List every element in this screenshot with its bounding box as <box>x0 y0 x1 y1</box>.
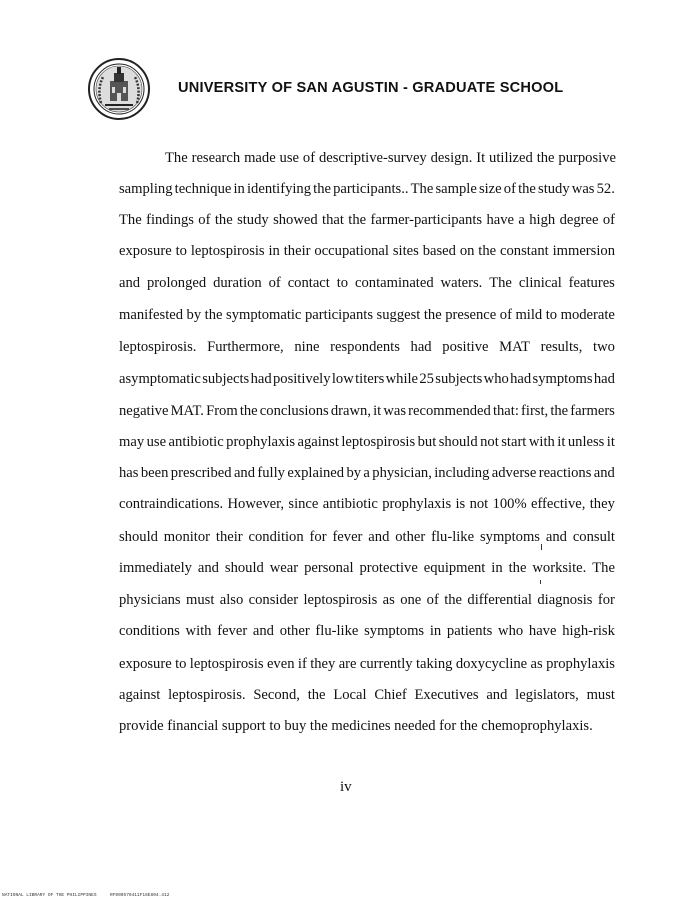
word: explained <box>287 465 345 481</box>
word: on <box>459 243 475 259</box>
word: prophylaxis <box>546 656 615 672</box>
word: is <box>455 496 466 512</box>
word: unless <box>567 434 605 450</box>
word: technique <box>174 181 232 197</box>
word: Executives <box>414 687 479 703</box>
word: also <box>219 592 244 608</box>
word: for <box>309 529 327 545</box>
body-line-12 <box>119 494 615 514</box>
word: worksite. <box>532 560 587 576</box>
word: and <box>368 529 390 545</box>
word: farmer-participants <box>370 212 483 228</box>
word: a <box>518 212 525 228</box>
word: the <box>444 592 463 608</box>
word: the <box>239 403 258 419</box>
word: with <box>528 434 555 450</box>
body-line-1 <box>165 148 616 168</box>
word: leptospirosis. <box>119 339 197 355</box>
body-line-15 <box>119 590 615 610</box>
word: study <box>237 212 269 228</box>
word: had <box>593 371 615 387</box>
word: duration <box>213 275 262 291</box>
university-seal-icon <box>87 57 151 121</box>
word: to <box>545 307 558 323</box>
word: monitor <box>163 529 211 545</box>
word: The <box>410 181 434 197</box>
word: may <box>119 434 145 450</box>
word: fever <box>217 623 248 639</box>
word: contaminated <box>355 275 434 291</box>
word: use <box>279 150 300 166</box>
word: as <box>530 656 543 672</box>
word: flu-like <box>315 623 359 639</box>
word: the <box>508 560 527 576</box>
word: equipment <box>423 560 486 576</box>
word: should <box>224 560 264 576</box>
word: titers <box>355 371 385 387</box>
word: the <box>423 307 442 323</box>
word: the <box>204 307 223 323</box>
word: patients <box>446 623 493 639</box>
word: sites <box>392 243 419 259</box>
body-line-10 <box>119 432 615 452</box>
word: and <box>593 465 615 481</box>
body-line-17 <box>119 654 615 674</box>
word: who <box>498 623 524 639</box>
word: symptomatic <box>226 307 302 323</box>
word: Chief <box>374 687 407 703</box>
word: taking <box>415 656 453 672</box>
word: based <box>422 243 456 259</box>
word: wear <box>269 560 299 576</box>
word: have <box>486 212 514 228</box>
word: and <box>233 465 256 481</box>
footer-ref: RF000570411F16E804.412 <box>110 893 170 898</box>
word: participants.. <box>333 181 409 197</box>
footer <box>2 893 170 898</box>
word: must <box>586 687 615 703</box>
word: fever <box>332 529 363 545</box>
word: of <box>602 212 615 228</box>
word: The <box>119 212 142 228</box>
word: it <box>373 403 382 419</box>
body-line-3 <box>119 210 615 230</box>
word: results, <box>540 339 583 355</box>
word: prolonged <box>146 275 207 291</box>
word: use <box>146 434 167 450</box>
body-line-2 <box>119 179 615 199</box>
word: and <box>197 560 219 576</box>
word: flu-like <box>431 529 475 545</box>
word: showed <box>273 212 318 228</box>
word: leptospirosis <box>303 592 378 608</box>
scan-mark <box>541 544 542 550</box>
word: The <box>592 560 615 576</box>
word: for <box>597 592 615 608</box>
word: consult <box>572 529 615 545</box>
word: who <box>483 371 509 387</box>
word: of <box>499 307 512 323</box>
word: it <box>606 434 615 450</box>
word: sampling <box>119 181 173 197</box>
word: presence <box>445 307 497 323</box>
word: farmers <box>570 403 615 419</box>
word: occupational <box>314 243 389 259</box>
word: It <box>476 150 486 166</box>
word: size <box>478 181 502 197</box>
word: and <box>545 529 567 545</box>
word: recommended <box>408 403 491 419</box>
word: design. <box>430 150 473 166</box>
word: findings <box>146 212 194 228</box>
word: 25 <box>419 371 434 387</box>
word: high-risk <box>562 623 615 639</box>
word: prescribed <box>170 465 232 481</box>
word: asymptomatic <box>119 371 201 387</box>
word: had <box>250 371 272 387</box>
word: low <box>331 371 354 387</box>
word: adverse <box>491 465 537 481</box>
body-line-5 <box>119 273 615 293</box>
word: participants <box>304 307 374 323</box>
word: positively <box>272 371 331 387</box>
body-line-4 <box>119 241 615 261</box>
word: with <box>185 623 212 639</box>
word: other <box>279 623 310 639</box>
word: Local <box>333 687 367 703</box>
word: reactions <box>538 465 592 481</box>
word: of <box>302 150 316 166</box>
word: of <box>503 181 516 197</box>
word: in <box>491 560 503 576</box>
word: manifested <box>119 307 184 323</box>
word: has <box>119 465 139 481</box>
word: waters. <box>440 275 483 291</box>
word: identifying <box>246 181 312 197</box>
institution-header: UNIVERSITY OF SAN AGUSTIN - GRADUATE SCHOOL <box>178 80 564 96</box>
word: had <box>410 339 432 355</box>
word: personal <box>304 560 354 576</box>
word: the <box>550 403 569 419</box>
word: From <box>206 403 238 419</box>
word: symptoms <box>479 529 540 545</box>
word: and <box>252 623 274 639</box>
word: doxycycline <box>455 656 528 672</box>
word: physicians <box>119 592 181 608</box>
word: to <box>175 243 187 259</box>
word: their <box>215 529 243 545</box>
word: as <box>382 592 395 608</box>
word: degree <box>559 212 599 228</box>
word: utilized <box>489 150 533 166</box>
word: in <box>233 181 245 197</box>
word: respondents <box>330 339 400 355</box>
word: the <box>348 212 367 228</box>
word: drawn, <box>330 403 371 419</box>
word: was <box>571 181 595 197</box>
word: subjects <box>435 371 483 387</box>
word: leptospirosis <box>189 656 264 672</box>
word: consider <box>248 592 299 608</box>
word: effective, <box>530 496 586 512</box>
word: fully <box>257 465 285 481</box>
scan-mark <box>540 580 541 584</box>
word: against <box>119 687 161 703</box>
word: of <box>198 212 211 228</box>
word: should <box>438 434 478 450</box>
word: clinical <box>518 275 562 291</box>
word: the <box>518 181 536 197</box>
footer-library: NATIONAL LIBRARY OF THE PHILIPPINES <box>2 893 97 898</box>
word: diagnosis <box>537 592 593 608</box>
word: the <box>214 212 233 228</box>
word: features <box>568 275 615 291</box>
word: The <box>489 275 512 291</box>
word: by <box>186 307 202 323</box>
word: leptospirosis. <box>168 687 246 703</box>
word: purposive <box>558 150 616 166</box>
word: immediately <box>119 560 192 576</box>
word: prophylaxis <box>382 496 452 512</box>
word: made <box>244 150 276 166</box>
body-line-18 <box>119 685 615 705</box>
word: while <box>385 371 419 387</box>
body-line-9 <box>119 401 615 421</box>
word: against <box>297 434 339 450</box>
word: conditions <box>119 623 180 639</box>
word: MAT. <box>170 403 204 419</box>
word: Furthermore, <box>207 339 284 355</box>
word: are <box>338 656 357 672</box>
word: the <box>313 181 331 197</box>
word: to <box>336 275 349 291</box>
word: antibiotic <box>168 434 224 450</box>
word: have <box>528 623 557 639</box>
word: even <box>266 656 295 672</box>
word: must <box>186 592 215 608</box>
word: and <box>486 687 508 703</box>
word: contraindications. <box>119 496 224 512</box>
word: if <box>297 656 307 672</box>
word: protective <box>359 560 418 576</box>
word: exposure <box>119 243 172 259</box>
word: nine <box>294 339 320 355</box>
word: their <box>283 243 311 259</box>
word: was <box>383 403 407 419</box>
body-line-16 <box>119 621 615 641</box>
word: in <box>268 243 280 259</box>
word: other <box>395 529 426 545</box>
word: exposure <box>119 656 172 672</box>
word: conclusions <box>259 403 329 419</box>
word: they <box>310 656 336 672</box>
word: should <box>119 529 158 545</box>
word: the <box>307 687 326 703</box>
body-line-19: provide financial support to buy the medicines needed for the chemoprophylaxis. <box>119 718 593 734</box>
word: the <box>536 150 555 166</box>
word: been <box>140 465 169 481</box>
word: mild <box>515 307 543 323</box>
word: start <box>501 434 527 450</box>
word: leptospirosis <box>190 243 265 259</box>
word: The <box>165 150 188 166</box>
word: 52. <box>596 181 615 197</box>
word: MAT <box>499 339 530 355</box>
page-number: iv <box>340 779 352 795</box>
word: had <box>510 371 532 387</box>
word: study <box>538 181 570 197</box>
word: moderate <box>560 307 615 323</box>
word: they <box>589 496 615 512</box>
word: physician, <box>372 465 432 481</box>
word: subjects <box>202 371 250 387</box>
word: by <box>346 465 362 481</box>
word: antibiotic <box>322 496 378 512</box>
word: sample <box>435 181 477 197</box>
word: of <box>268 275 281 291</box>
word: the <box>478 243 497 259</box>
word: differential <box>467 592 532 608</box>
word: not <box>469 496 489 512</box>
word: contact <box>287 275 330 291</box>
word: 100% <box>492 496 527 512</box>
word: prophylaxis <box>226 434 296 450</box>
body-line-8 <box>119 369 615 389</box>
word: However, <box>227 496 285 512</box>
word: and <box>119 275 141 291</box>
word: leptospirosis <box>341 434 416 450</box>
word: it <box>557 434 566 450</box>
word: research <box>191 150 241 166</box>
word: to <box>175 656 187 672</box>
word: legislators, <box>515 687 579 703</box>
word: but <box>417 434 437 450</box>
word: since <box>288 496 319 512</box>
word: of <box>426 592 439 608</box>
word: condition <box>248 529 304 545</box>
word: not <box>480 434 499 450</box>
word: in <box>429 623 442 639</box>
word: including <box>434 465 490 481</box>
word: one <box>400 592 422 608</box>
word: suggest <box>376 307 421 323</box>
word: that: <box>492 403 519 419</box>
word: Second, <box>253 687 300 703</box>
word: immersion <box>552 243 615 259</box>
word: a <box>363 465 370 481</box>
word: currently <box>359 656 413 672</box>
word: descriptive-survey <box>318 150 427 166</box>
body-line-6 <box>119 305 615 325</box>
word: first, <box>521 403 549 419</box>
body-line-14 <box>119 558 615 578</box>
word: positive <box>442 339 489 355</box>
word: symptoms <box>364 623 425 639</box>
word: constant <box>500 243 549 259</box>
word: that <box>322 212 344 228</box>
body-line-7 <box>119 337 615 357</box>
word: two <box>593 339 615 355</box>
word: negative <box>119 403 169 419</box>
word: high <box>529 212 556 228</box>
body-line-11 <box>119 463 615 483</box>
word: symptoms <box>532 371 593 387</box>
